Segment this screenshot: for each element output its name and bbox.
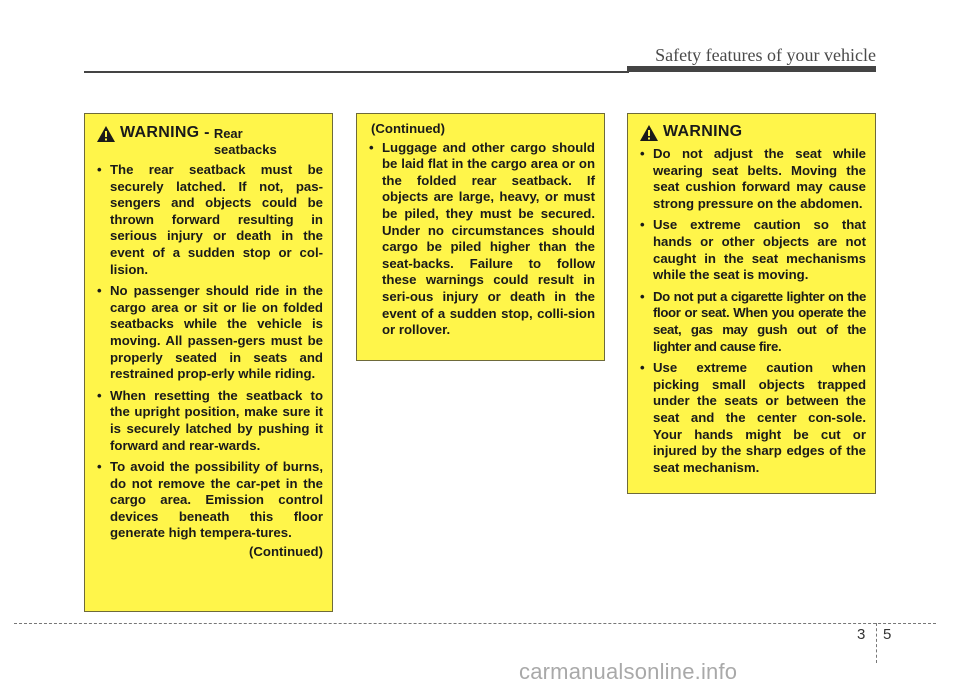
warning-list <box>637 146 866 476</box>
list-item: • Do not adjust the seat while wearing seat belts. Moving the seat cushion forward may cause strong pressure on the abdomen. <box>637 146 866 212</box>
seat-adjust-warning-box <box>627 113 876 494</box>
list-item: • When resetting the seatback to the upright position, make sure it is securely latched by pushing it forward and rear-wards. <box>94 388 323 454</box>
list-item: • The rear seatback must be securely latched. If not, pas-sengers and objects could be thrown forward resulting in serious injury or death in the event of a sudden stop or col-lision. <box>94 162 323 278</box>
section-title: Safety features of your vehicle <box>655 45 876 65</box>
header-rule <box>84 71 629 73</box>
continued-note: (Continued) <box>371 121 445 136</box>
rear-seatback-warning-box <box>84 113 333 612</box>
warning-label: WARNING <box>663 123 743 140</box>
warning-list <box>94 162 323 542</box>
warning-list <box>366 140 595 339</box>
list-item: • No passenger should ride in the cargo area or sit or lie on folded seatbacks while the vehicle is moving. All passen-gers must be properly seated in seats and restrained prop-erly while riding. <box>94 283 323 383</box>
warning-heading <box>94 124 323 158</box>
list-item: • Use extreme caution so that hands or other objects are not caught in the seat mechanisms while the seat is moving. <box>637 217 866 283</box>
watermark: carmanualsonline.info <box>519 659 738 684</box>
continued-note: (Continued) <box>249 544 323 560</box>
list-item: • Do not put a cigarette lighter on the floor or seat. When you operate the seat, gas may gush out of the lighter and cause fire. <box>637 289 866 355</box>
list-item: • Use extreme caution when picking small objects trapped under the seats or between the seat and the center con-sole. Your hands might be cut or injured by the sharp edges of the seat mechanism. <box>637 360 866 476</box>
warning-subject: Rear seatbacks <box>213 126 277 157</box>
list-item: • Luggage and other cargo should be laid flat in the cargo area or on the folded rear seatback. If objects are large, heavy, or must be piled, they must be secured. Under no circumstances should cargo be piled higher than the seat-backs. Failure to follow these warnings could result in seri-ous injury or death in the event of a sudden stop, colli-sion or rollover. <box>366 140 595 339</box>
footer-divider <box>876 623 877 663</box>
warning-heading <box>637 123 866 142</box>
footer-rule <box>14 623 936 624</box>
cargo-warning-continued-box <box>356 113 605 361</box>
warning-triangle-icon <box>96 125 116 143</box>
warning-label: WARNING - <box>120 124 210 141</box>
page-number: 5 <box>883 626 892 643</box>
list-item: • To avoid the possibility of burns, do not remove the car-pet in the cargo area. Emission control devices beneath this floor generate high tempera-tures. <box>94 459 323 542</box>
warning-triangle-icon <box>639 124 659 142</box>
chapter-number: 3 <box>857 626 866 643</box>
header-rule-accent <box>627 66 876 72</box>
